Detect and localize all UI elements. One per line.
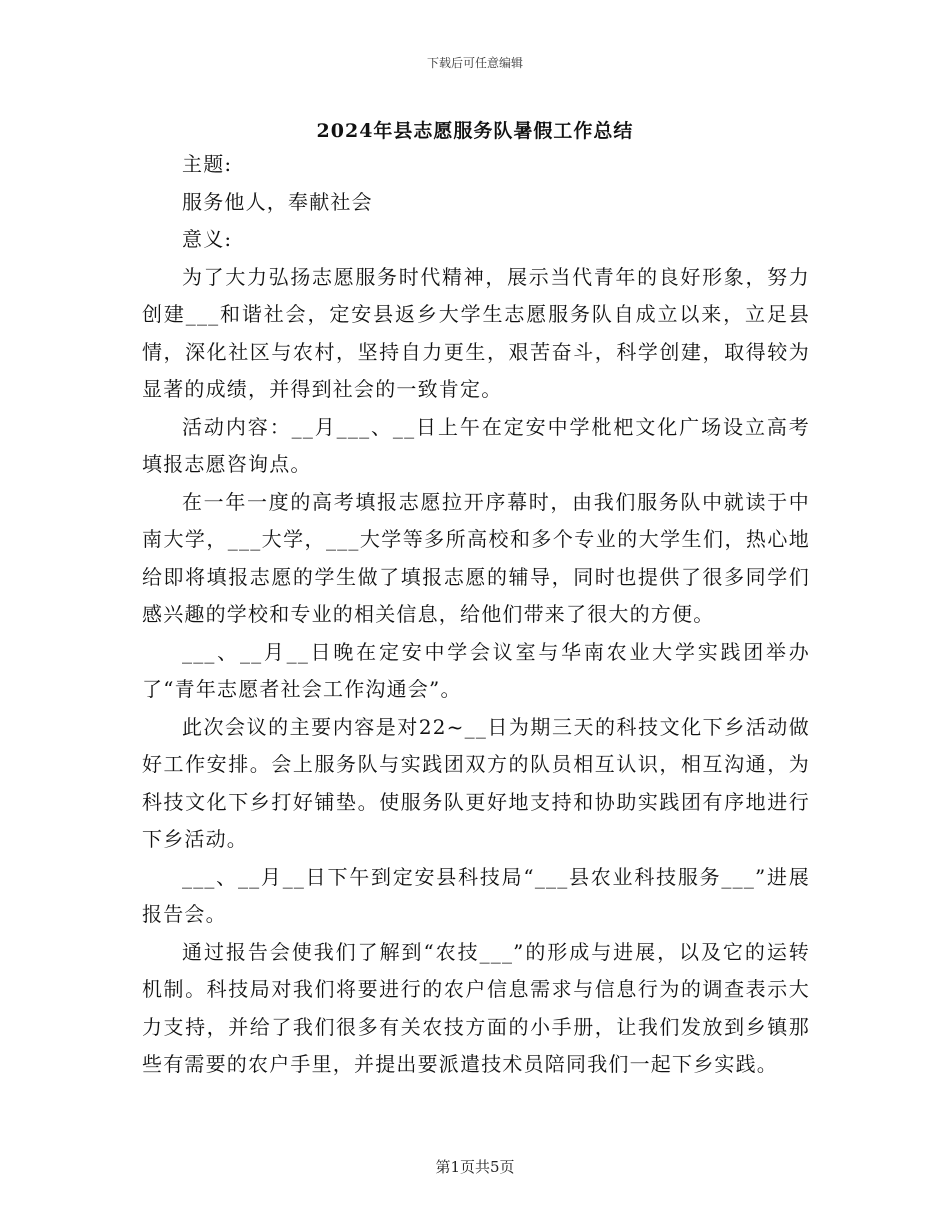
paragraph-activity-2-detail: 此次会议的主要内容是对22~__日为期三天的科技文化下乡活动做好工作安排。会上服务队与实践团双方的队员相互认识，相互沟通，为科技文化下乡打好铺垫。使服务队更好地支持和协助实践团有序地进行下乡活动。	[142, 714, 810, 851]
paragraph-theme: 服务他人，奉献社会	[182, 189, 373, 214]
paragraph-theme-label: 主题:	[182, 152, 233, 176]
page-footer: 第1页共5页	[435, 1158, 515, 1176]
document-title: 2024年县志愿服务队暑假工作总结	[316, 120, 634, 142]
paragraph-activity-3: ___、__月__日下午到定安县科技局“___县农业科技服务___”进展报告会。	[142, 864, 810, 926]
paragraph-activity-3-detail: 通过报告会使我们了解到“农技___”的形成与进展，以及它的运转机制。科技局对我们将要进行的农户信息需求与信息行为的调查表示大力支持，并给了我们很多有关农技方面的小手册，让我们发放到乡镇那些有需要的农户手里，并提出要派遣技术员陪同我们一起下乡实践。	[142, 939, 810, 1076]
paragraph-activity-2: ___、__月__日晚在定安中学会议室与华南农业大学实践团举办了“青年志愿者社会工作沟通会”。	[142, 639, 810, 701]
paragraph-activity-1: 活动内容：__月___、__日上午在定安中学枇杷文化广场设立高考填报志愿咨询点。	[142, 414, 810, 476]
document-body	[142, 146, 810, 1084]
paragraph-meaning-label: 意义:	[182, 227, 233, 251]
header-note: 下载后可任意编辑	[426, 56, 523, 70]
paragraph-meaning: 为了大力弘扬志愿服务时代精神，展示当代青年的良好形象，努力创建___和谐社会，定安县返乡大学生志愿服务队自成立以来，立足县情，深化社区与农村，坚持自力更生，艰苦奋斗，科学创建，取得较为显著的成绩，并得到社会的一致肯定。	[142, 264, 810, 401]
paragraph-activity-1-detail: 在一年一度的高考填报志愿拉开序幕时，由我们服务队中就读于中南大学，___大学，___大学等多所高校和多个专业的大学生们，热心地给即将填报志愿的学生做了填报志愿的辅导，同时也提供了很多同学们感兴趣的学校和专业的相关信息，给他们带来了很大的方便。	[142, 489, 810, 626]
